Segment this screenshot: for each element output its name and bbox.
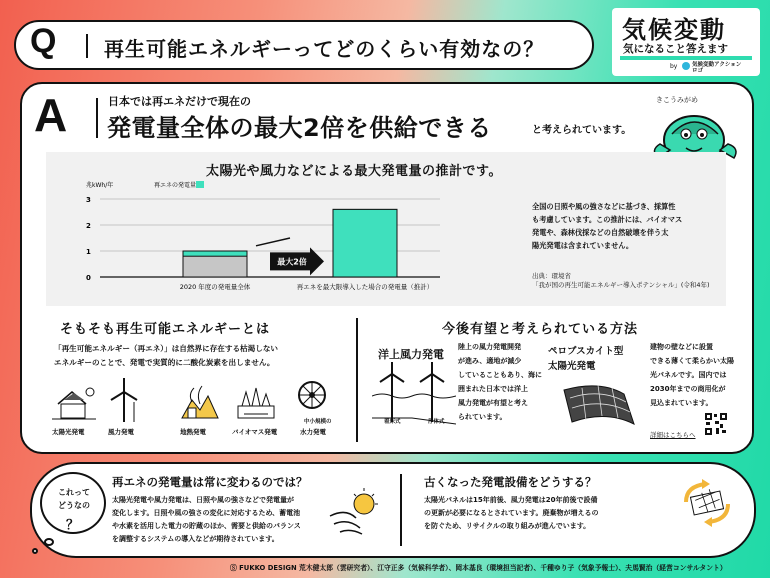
geothermal-icon <box>178 382 222 422</box>
desc-line: 陸上の風力発電開発 <box>458 343 521 351</box>
text-line: 変化します。日照や風の強さの変化に対応するため、蓄電池 <box>112 509 301 517</box>
chart-source <box>532 272 710 290</box>
qr-code-icon[interactable] <box>704 412 728 436</box>
credits: Ⓢ FUKKO DESIGN 荒木健太郎（雲研究者）、江守正多（気候科学者）、岡本基良（環境担当記者）、千種ゆり子（気象予報士）、夫馬賢治（経営コンサルタント） <box>230 564 727 572</box>
divider <box>96 98 98 138</box>
series-logo <box>612 8 760 76</box>
text-line: の更新が必要になるとされています。廃棄物が増えるの <box>424 509 599 517</box>
desc-line: 「再生可能エネルギー（再エネ）」は自然界に存在する枯渇しない <box>54 344 279 353</box>
perovskite-desc <box>650 340 734 410</box>
answer-suffix: と考えられています。 <box>532 125 632 136</box>
note-line: 全国の日照や風の強さなどに基づき、採算性 <box>532 202 676 211</box>
offshore-title: 洋上風力発電 <box>378 348 444 361</box>
desc-line: していることもあり、海に <box>458 371 542 379</box>
desc-line: 見込まれています。 <box>650 399 713 407</box>
y-tick-label: 1 <box>86 248 91 256</box>
renewable-desc <box>54 342 278 369</box>
divider <box>86 34 88 58</box>
source-line: 出典：環境省 <box>532 272 571 280</box>
offshore-label-a: 着床式 <box>384 419 401 425</box>
bottom-right-title: 古くなった発電設備をどうする？ <box>424 475 597 489</box>
y-tick-label: 0 <box>86 274 91 282</box>
note-line: も考慮しています。この推計には、バイオマス <box>532 215 683 224</box>
offshore-label-b: 浮体式 <box>428 419 445 425</box>
bar-renewable <box>333 209 397 277</box>
logo-underline <box>620 56 752 60</box>
y-tick-label: 2 <box>86 222 91 230</box>
text-line: を防ぐため、リサイクルの取り組みが進んでいます。 <box>424 522 591 530</box>
item-label: 水力発電 <box>300 428 326 436</box>
text-line: 太陽光パネルは15年前後、風力発電は20年前後で設備 <box>424 496 598 504</box>
perovskite-title <box>548 344 623 374</box>
desc-line: できる薄くて柔らかい太陽 <box>650 357 734 365</box>
logo-subtitle: 気になること答えます <box>623 43 728 55</box>
org-logo-icon <box>682 62 690 70</box>
solar-panel-icon <box>52 386 96 422</box>
bar-chart <box>60 178 510 302</box>
legend-label: 再エネの発電量 <box>154 182 197 189</box>
trend-line <box>256 238 290 246</box>
note-line: 陽光発電は含まれていません。 <box>532 241 634 250</box>
desc-line: 建物の壁などに設置 <box>650 343 713 351</box>
item-label: 中小規模の <box>304 419 332 425</box>
biomass-icon <box>234 380 278 422</box>
legend-swatch <box>196 181 204 188</box>
logo-title: 気候変動 <box>622 16 726 44</box>
desc-line: 囲まれた日本では洋上 <box>458 385 528 393</box>
bubble-line: これって <box>58 488 90 497</box>
bubble-dot <box>44 538 54 546</box>
desc-line: 2030年までの商用化が <box>650 385 726 393</box>
future-title: 今後有望と考えられている方法 <box>442 322 639 337</box>
desc-line: エネルギーのことで、発電で実質的に二酸化炭素を出しません。 <box>54 357 275 367</box>
answer-intro: 日本では再エネだけで現在の <box>108 95 251 108</box>
y-tick-label: 3 <box>86 196 91 204</box>
chart-title: 太陽光や風力などによる最大発電量の推計です。 <box>206 164 502 179</box>
x-tick-label: 再エネを最大限導入した場合の発電量（推計） <box>296 283 434 291</box>
item-label: 風力発電 <box>108 428 134 436</box>
bottom-right-text <box>424 494 598 533</box>
arrow-label: 最大2倍 <box>277 257 307 267</box>
source-line: 「我が国の再生可能エネルギー導入ポテンシャル」(令和4年) <box>532 281 710 289</box>
desc-line: が進み、適地が減少 <box>458 357 522 365</box>
title-line: ペロブスカイト型 <box>548 346 624 357</box>
flexible-solar-panel-icon <box>560 380 640 432</box>
item-label: バイオマス発電 <box>232 428 278 436</box>
answer-headline: 発電量全体の最大2倍を供給できる <box>107 114 492 142</box>
wind-turbine-icon <box>106 378 142 424</box>
bar-renewable <box>183 251 247 256</box>
title-line: 太陽光発電 <box>548 361 596 372</box>
bubble-text <box>54 486 94 512</box>
bubble-dot <box>32 548 38 554</box>
chart-note <box>532 200 682 252</box>
bottom-left-text <box>112 494 301 546</box>
desc-line: られています。 <box>458 413 507 421</box>
question-letter: Q <box>30 22 57 60</box>
bubble-question-mark: ？ <box>66 518 80 533</box>
text-line: 太陽光発電や風力発電は、日照や風の強さなどで発電量が <box>112 496 294 504</box>
desc-line: 光パネルです。国内では <box>650 371 727 379</box>
bubble-line: どうなの <box>58 501 90 510</box>
renewable-title: そもそも再生可能エネルギーとは <box>60 322 271 337</box>
desc-line: 風力発電が有望と考え <box>458 399 528 407</box>
note-line: 発電や、森林伐採などの自然破壊を伴う太 <box>532 228 669 237</box>
sun-and-wind-icon <box>328 486 382 536</box>
item-label: 地熱発電 <box>180 428 206 436</box>
bottom-divider <box>400 474 402 546</box>
hydro-wheel-icon <box>292 378 332 412</box>
text-line: を調整するシステムの導入などが期待されています。 <box>112 535 279 543</box>
text-line: や水素を活用した電力の貯蔵のほか、需要と供給のバランス <box>112 522 301 530</box>
logo-by: by <box>670 63 678 70</box>
y-axis-label: 兆kWh/年 <box>86 182 114 189</box>
bottom-left-title: 再エネの発電量は常に変わるのでは？ <box>112 475 308 489</box>
section-divider <box>356 318 358 442</box>
question-text: 再生可能エネルギーってどのくらい有効なの？ <box>104 37 545 61</box>
answer-letter: A <box>34 89 68 141</box>
item-label: 太陽光発電 <box>52 428 85 436</box>
recycle-icon <box>678 478 736 528</box>
mascot-label: きこうみがめ <box>656 96 698 104</box>
details-link[interactable]: 詳細はこちらへ <box>650 431 696 439</box>
x-tick-label: 2020 年度の発電量全体 <box>179 283 251 291</box>
offshore-desc <box>458 340 542 424</box>
logo-org: 気候変動アクションロゴ <box>692 62 742 74</box>
